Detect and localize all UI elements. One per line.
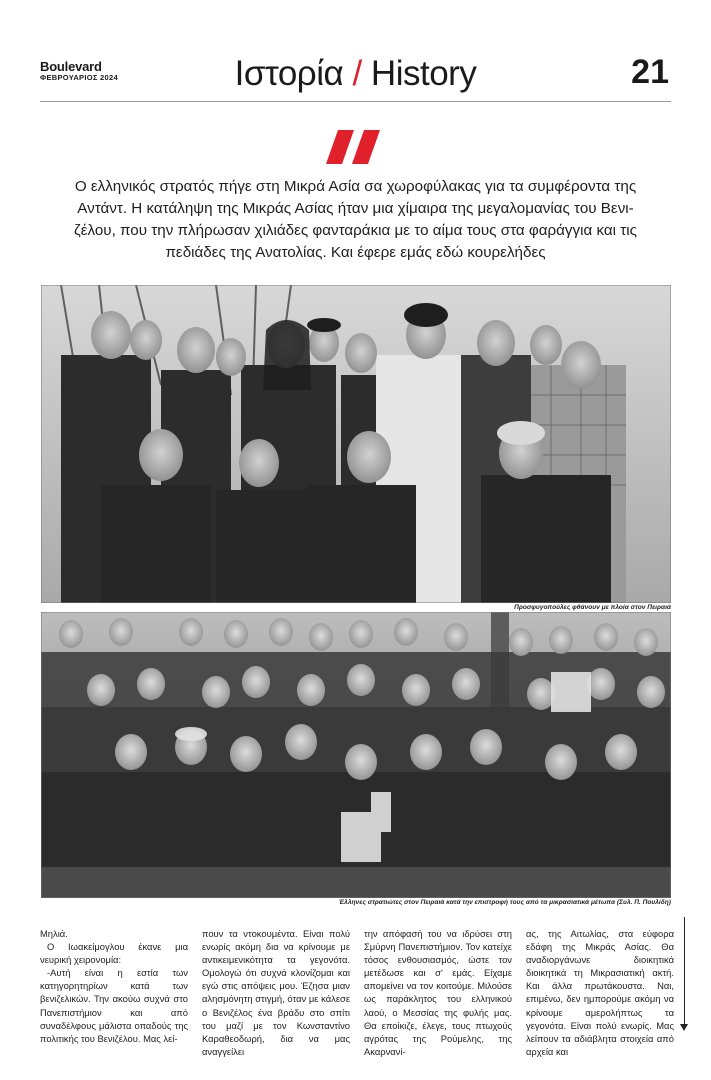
pull-quote-line: Ο ελληνικός στρατός πήγε στη Μικρά Ασία σα χωροφύλακας για τα συμφέροντα της: [74, 178, 637, 195]
pull-quote-line: πεδιάδες της Ανατολίας. Και έφερε εμάς εδώ κουρελήδες: [165, 244, 546, 261]
body-paragraph: ας, της Αιτωλίας, στα εύφορα εδάφη της Μικράς Ασίας. Θα αναδιοργάνωνε διοικητικά διοικητικά τη Μικρασιατική ακτή. Και άλλα πρωτάκουστα. Ναι, επιμένω, δεν ημπορούμε ακόμη να κρίνουμε αμερολήπτως τα γεγονότα. Είναι πολύ ενωρίς. Μας λείπουν τα αδιάβλητα στοιχεία από αρχεία και: [526, 928, 674, 1057]
brand-logo: Boulevard: [40, 59, 102, 74]
section-title-greek: Ιστορία: [234, 54, 344, 93]
pull-quote-line: ζέλου, που την πλήρωσαν χιλιάδες φανταράκια με το αίμα τους στα φαράγγια και τις: [74, 222, 637, 239]
page-number: 21: [631, 53, 669, 91]
body-column-2: [202, 927, 350, 1058]
pull-quote-line: Αντάντ. Η κατάληψη της Μικράς Ασίας ήταν μια χίμαιρα της μεγαλομανίας του Βενι-: [77, 200, 634, 217]
body-column-1: [40, 927, 188, 1045]
continuation-line: [684, 917, 685, 1027]
photo-greek-soldiers: [41, 612, 671, 898]
quote-mark-icon: [326, 130, 382, 166]
section-title-english: History: [370, 54, 477, 93]
section-title-slash: /: [352, 54, 362, 93]
section-title: [0, 54, 711, 94]
body-paragraph: -Αυτή είναι η εστία των κατηγορητηρίων κατά των βενιζελικών. Την ακούω συχνά στο Πανεπιστήμιον και από συναδέλφους μάλιστα οπαδούς της πολιτικής του Βενιζέλου. Μας λεί-: [40, 967, 188, 1044]
body-paragraph: την απόφασή του να ιδρύσει στη Σμύρνη Πανεπιστήμιον. Τον κατείχε τόσος ενθουσιασμός, ώστε τον μετέδωσε και σ' εμάς. Είχαμε απομείνει να τον κοιτούμε. Μιλούσε ως παράκλητος του ελληνικού λαού, ο Μεσσίας της φυλής μας. Θα εποίκιζε, έλεγε, τους πτωχούς αγρότας της Ρούμελης, της Ακαρνανί-: [364, 928, 512, 1057]
body-paragraph: Ο Ιωακείμογλου έκανε μια νευρική χειρονομία:: [40, 941, 188, 966]
pull-quote: [40, 176, 671, 264]
body-paragraph: πουν τα ντοκουμέντα. Είναι πολύ ενωρίς ακόμη δια να κρίνουμε με αντικειμενικότητα τα γεγονότα. Ομολογώ ότι συχνά κλονίζομαι και εγώ στις απόψεις μου. Έζησα μιαν αλησμόνητη στιγμή, όταν με κάλεσε ο Βενιζέλος ένα βράδυ στο σπίτι του μαζί με τον Κωνσταντίνο Καραθεοδωρή, δια να μας αναγγείλει: [202, 928, 350, 1057]
photo-caption: Προσφυγοπούλες φθάνουν με πλοία στον Πειραιά: [514, 604, 671, 611]
body-column-3: [364, 927, 512, 1058]
issue-date: ΦΕΒΡΟΥΑΡΙΟΣ 2024: [40, 73, 118, 82]
photo-caption: Έλληνες στρατιώτες στον Πειραιά κατά την επιστροφή τους από τα μικρασιατικά μέτωπα (Συλ. Π. Πουλίδη): [338, 899, 671, 906]
continue-arrow-icon: [680, 1024, 688, 1031]
body-column-4: [526, 927, 674, 1058]
body-paragraph: Μηλιά.: [40, 928, 68, 939]
header-divider: [40, 101, 671, 102]
photo-refugee-girls: [41, 285, 671, 603]
